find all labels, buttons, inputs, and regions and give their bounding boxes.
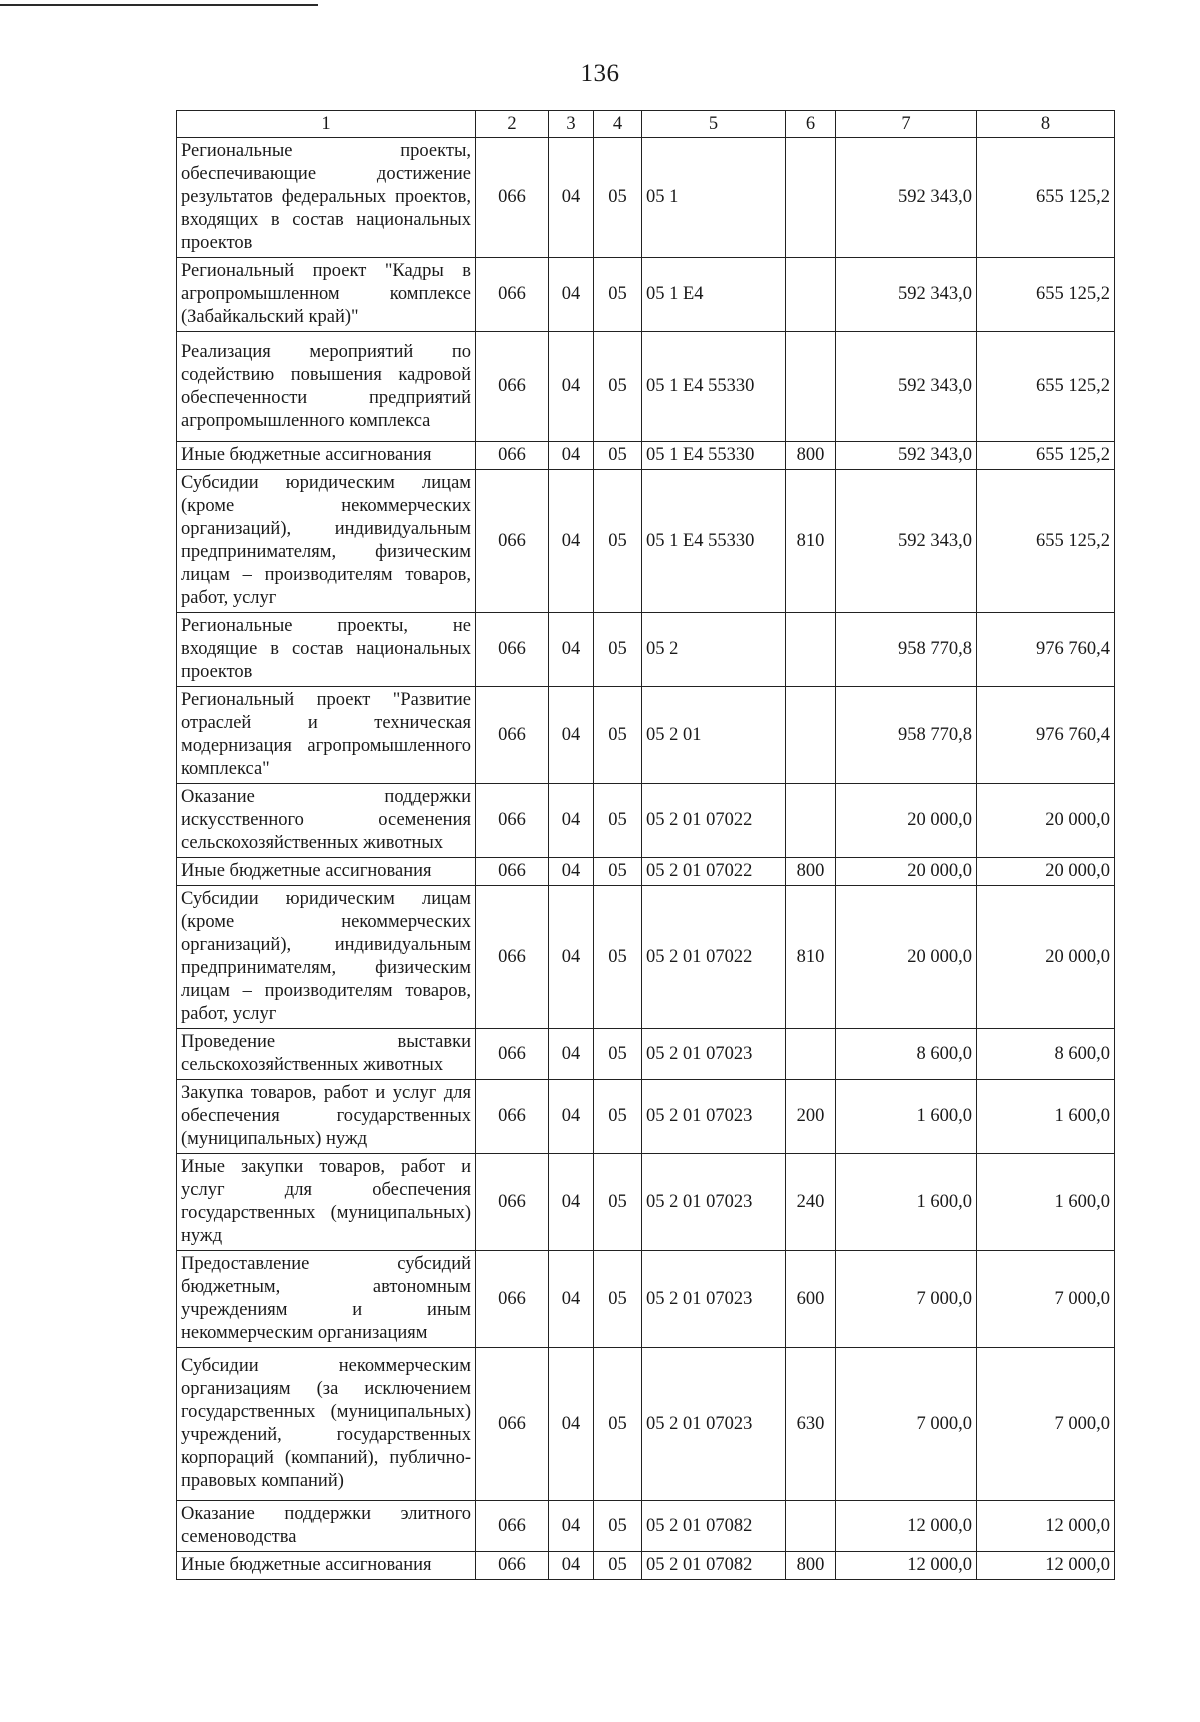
row-amount-col8: 12 000,0 bbox=[977, 1501, 1115, 1552]
table-row bbox=[177, 1080, 1115, 1154]
column-header: 2 bbox=[476, 111, 549, 138]
row-expense-type-code bbox=[786, 1501, 836, 1552]
row-amount-col8: 655 125,2 bbox=[977, 258, 1115, 332]
table-row bbox=[177, 1348, 1115, 1501]
row-section-code: 04 bbox=[549, 1154, 594, 1251]
row-amount-col7: 1 600,0 bbox=[836, 1080, 977, 1154]
column-header: 7 bbox=[836, 111, 977, 138]
row-name: Субсидии некоммерческим организациям (за исключением государственных (муниципальных) учреждений, государственных корпораций (компаний), публично-правовых компаний) bbox=[177, 1348, 476, 1501]
row-subsection-code: 05 bbox=[594, 138, 642, 258]
row-name: Оказание поддержки искусственного осеменения сельскохозяйственных животных bbox=[177, 784, 476, 858]
row-subsection-code: 05 bbox=[594, 784, 642, 858]
row-name: Оказание поддержки элитного семеноводства bbox=[177, 1501, 476, 1552]
table-row bbox=[177, 858, 1115, 886]
row-expense-type-code bbox=[786, 784, 836, 858]
row-name: Иные бюджетные ассигнования bbox=[177, 1552, 476, 1580]
table-row bbox=[177, 1552, 1115, 1580]
row-section-code: 04 bbox=[549, 1552, 594, 1580]
row-name: Региональные проекты, обеспечивающие достижение результатов федеральных проектов, входящих в состав национальных проектов bbox=[177, 138, 476, 258]
row-amount-col8: 7 000,0 bbox=[977, 1348, 1115, 1501]
row-grbs-code: 066 bbox=[476, 1348, 549, 1501]
row-name: Предоставление субсидий бюджетным, автономным учреждениям и иным некоммерческим организациям bbox=[177, 1251, 476, 1348]
row-section-code: 04 bbox=[549, 258, 594, 332]
row-expense-type-code: 200 bbox=[786, 1080, 836, 1154]
row-subsection-code: 05 bbox=[594, 1501, 642, 1552]
row-amount-col8: 655 125,2 bbox=[977, 470, 1115, 613]
row-section-code: 04 bbox=[549, 1348, 594, 1501]
row-target-article-code: 05 2 01 07022 bbox=[642, 886, 786, 1029]
table-row bbox=[177, 442, 1115, 470]
row-section-code: 04 bbox=[549, 332, 594, 442]
row-grbs-code: 066 bbox=[476, 1154, 549, 1251]
row-subsection-code: 05 bbox=[594, 258, 642, 332]
column-header: 5 bbox=[642, 111, 786, 138]
table-row bbox=[177, 1251, 1115, 1348]
row-amount-col7: 8 600,0 bbox=[836, 1029, 977, 1080]
row-amount-col7: 592 343,0 bbox=[836, 138, 977, 258]
row-grbs-code: 066 bbox=[476, 470, 549, 613]
row-grbs-code: 066 bbox=[476, 886, 549, 1029]
row-section-code: 04 bbox=[549, 442, 594, 470]
row-name: Субсидии юридическим лицам (кроме некоммерческих организаций), индивидуальным предпринимателям, физическим лицам – производителям товаров, работ, услуг bbox=[177, 886, 476, 1029]
row-grbs-code: 066 bbox=[476, 687, 549, 784]
row-amount-col7: 20 000,0 bbox=[836, 886, 977, 1029]
row-expense-type-code: 800 bbox=[786, 858, 836, 886]
row-grbs-code: 066 bbox=[476, 784, 549, 858]
row-expense-type-code bbox=[786, 687, 836, 784]
row-expense-type-code: 810 bbox=[786, 886, 836, 1029]
row-amount-col8: 655 125,2 bbox=[977, 442, 1115, 470]
row-name: Субсидии юридическим лицам (кроме некоммерческих организаций), индивидуальным предпринимателям, физическим лицам – производителям товаров, работ, услуг bbox=[177, 470, 476, 613]
column-header: 4 bbox=[594, 111, 642, 138]
row-section-code: 04 bbox=[549, 687, 594, 784]
table-row bbox=[177, 613, 1115, 687]
row-target-article-code: 05 2 01 07023 bbox=[642, 1348, 786, 1501]
row-section-code: 04 bbox=[549, 1080, 594, 1154]
row-amount-col7: 20 000,0 bbox=[836, 784, 977, 858]
column-header: 8 bbox=[977, 111, 1115, 138]
row-amount-col7: 7 000,0 bbox=[836, 1251, 977, 1348]
row-amount-col7: 958 770,8 bbox=[836, 613, 977, 687]
row-grbs-code: 066 bbox=[476, 1029, 549, 1080]
row-expense-type-code: 800 bbox=[786, 1552, 836, 1580]
table-row bbox=[177, 1501, 1115, 1552]
row-name: Иные бюджетные ассигнования bbox=[177, 858, 476, 886]
row-section-code: 04 bbox=[549, 138, 594, 258]
row-amount-col7: 592 343,0 bbox=[836, 258, 977, 332]
row-amount-col8: 20 000,0 bbox=[977, 886, 1115, 1029]
row-target-article-code: 05 2 bbox=[642, 613, 786, 687]
row-target-article-code: 05 2 01 07082 bbox=[642, 1501, 786, 1552]
row-section-code: 04 bbox=[549, 1501, 594, 1552]
row-subsection-code: 05 bbox=[594, 1080, 642, 1154]
row-amount-col7: 958 770,8 bbox=[836, 687, 977, 784]
table-row bbox=[177, 138, 1115, 258]
row-target-article-code: 05 2 01 07022 bbox=[642, 784, 786, 858]
row-amount-col8: 20 000,0 bbox=[977, 784, 1115, 858]
row-target-article-code: 05 1 E4 55330 bbox=[642, 470, 786, 613]
table-row bbox=[177, 1154, 1115, 1251]
row-subsection-code: 05 bbox=[594, 1552, 642, 1580]
row-amount-col7: 592 343,0 bbox=[836, 442, 977, 470]
table-row bbox=[177, 784, 1115, 858]
row-amount-col8: 8 600,0 bbox=[977, 1029, 1115, 1080]
row-expense-type-code bbox=[786, 613, 836, 687]
column-header: 3 bbox=[549, 111, 594, 138]
row-amount-col8: 12 000,0 bbox=[977, 1552, 1115, 1580]
row-subsection-code: 05 bbox=[594, 1348, 642, 1501]
row-section-code: 04 bbox=[549, 858, 594, 886]
row-amount-col8: 976 760,4 bbox=[977, 613, 1115, 687]
table-row bbox=[177, 687, 1115, 784]
row-section-code: 04 bbox=[549, 1029, 594, 1080]
row-amount-col8: 1 600,0 bbox=[977, 1154, 1115, 1251]
row-amount-col8: 7 000,0 bbox=[977, 1251, 1115, 1348]
row-amount-col7: 12 000,0 bbox=[836, 1501, 977, 1552]
row-subsection-code: 05 bbox=[594, 687, 642, 784]
row-section-code: 04 bbox=[549, 470, 594, 613]
row-subsection-code: 05 bbox=[594, 332, 642, 442]
row-target-article-code: 05 2 01 07023 bbox=[642, 1251, 786, 1348]
row-name: Региональный проект "Кадры в агропромышленном комплексе (Забайкальский край)" bbox=[177, 258, 476, 332]
table-row bbox=[177, 470, 1115, 613]
header-row bbox=[177, 111, 1115, 138]
top-rule bbox=[0, 4, 318, 6]
row-amount-col7: 20 000,0 bbox=[836, 858, 977, 886]
column-header: 6 bbox=[786, 111, 836, 138]
row-name: Региональные проекты, не входящие в состав национальных проектов bbox=[177, 613, 476, 687]
row-expense-type-code bbox=[786, 332, 836, 442]
row-subsection-code: 05 bbox=[594, 1029, 642, 1080]
row-expense-type-code bbox=[786, 258, 836, 332]
row-grbs-code: 066 bbox=[476, 258, 549, 332]
row-amount-col7: 592 343,0 bbox=[836, 332, 977, 442]
row-expense-type-code: 600 bbox=[786, 1251, 836, 1348]
table-row bbox=[177, 332, 1115, 442]
row-amount-col8: 976 760,4 bbox=[977, 687, 1115, 784]
row-target-article-code: 05 2 01 07023 bbox=[642, 1080, 786, 1154]
row-name: Региональный проект "Развитие отраслей и техническая модернизация агропромышленного комплекса" bbox=[177, 687, 476, 784]
row-target-article-code: 05 1 bbox=[642, 138, 786, 258]
row-section-code: 04 bbox=[549, 1251, 594, 1348]
row-name: Иные бюджетные ассигнования bbox=[177, 442, 476, 470]
table-row bbox=[177, 258, 1115, 332]
row-section-code: 04 bbox=[549, 784, 594, 858]
row-amount-col7: 592 343,0 bbox=[836, 470, 977, 613]
row-expense-type-code: 240 bbox=[786, 1154, 836, 1251]
row-name: Закупка товаров, работ и услуг для обеспечения государственных (муниципальных) нужд bbox=[177, 1080, 476, 1154]
row-expense-type-code: 630 bbox=[786, 1348, 836, 1501]
budget-table bbox=[176, 110, 1115, 1580]
row-target-article-code: 05 1 E4 55330 bbox=[642, 442, 786, 470]
row-target-article-code: 05 2 01 07082 bbox=[642, 1552, 786, 1580]
page-number: 136 bbox=[580, 60, 620, 87]
row-expense-type-code: 810 bbox=[786, 470, 836, 613]
row-grbs-code: 066 bbox=[476, 332, 549, 442]
row-target-article-code: 05 1 E4 bbox=[642, 258, 786, 332]
row-grbs-code: 066 bbox=[476, 613, 549, 687]
row-amount-col7: 1 600,0 bbox=[836, 1154, 977, 1251]
row-target-article-code: 05 2 01 07023 bbox=[642, 1154, 786, 1251]
row-name: Иные закупки товаров, работ и услуг для обеспечения государственных (муниципальных) нужд bbox=[177, 1154, 476, 1251]
row-subsection-code: 05 bbox=[594, 1251, 642, 1348]
row-grbs-code: 066 bbox=[476, 138, 549, 258]
row-amount-col8: 1 600,0 bbox=[977, 1080, 1115, 1154]
row-amount-col8: 655 125,2 bbox=[977, 138, 1115, 258]
row-target-article-code: 05 2 01 07023 bbox=[642, 1029, 786, 1080]
table-row bbox=[177, 1029, 1115, 1080]
row-subsection-code: 05 bbox=[594, 613, 642, 687]
row-grbs-code: 066 bbox=[476, 1080, 549, 1154]
row-amount-col8: 20 000,0 bbox=[977, 858, 1115, 886]
row-grbs-code: 066 bbox=[476, 1552, 549, 1580]
row-grbs-code: 066 bbox=[476, 442, 549, 470]
row-grbs-code: 066 bbox=[476, 858, 549, 886]
row-target-article-code: 05 2 01 bbox=[642, 687, 786, 784]
row-grbs-code: 066 bbox=[476, 1501, 549, 1552]
row-amount-col7: 7 000,0 bbox=[836, 1348, 977, 1501]
row-amount-col7: 12 000,0 bbox=[836, 1552, 977, 1580]
row-expense-type-code: 800 bbox=[786, 442, 836, 470]
row-name: Реализация мероприятий по содействию повышения кадровой обеспеченности предприятий агропромышленного комплекса bbox=[177, 332, 476, 442]
row-section-code: 04 bbox=[549, 613, 594, 687]
row-target-article-code: 05 1 E4 55330 bbox=[642, 332, 786, 442]
row-subsection-code: 05 bbox=[594, 442, 642, 470]
row-target-article-code: 05 2 01 07022 bbox=[642, 858, 786, 886]
row-expense-type-code bbox=[786, 1029, 836, 1080]
row-subsection-code: 05 bbox=[594, 1154, 642, 1251]
row-section-code: 04 bbox=[549, 886, 594, 1029]
row-amount-col8: 655 125,2 bbox=[977, 332, 1115, 442]
table-row bbox=[177, 886, 1115, 1029]
row-expense-type-code bbox=[786, 138, 836, 258]
row-subsection-code: 05 bbox=[594, 470, 642, 613]
row-subsection-code: 05 bbox=[594, 858, 642, 886]
row-grbs-code: 066 bbox=[476, 1251, 549, 1348]
row-name: Проведение выставки сельскохозяйственных животных bbox=[177, 1029, 476, 1080]
column-header: 1 bbox=[177, 111, 476, 138]
row-subsection-code: 05 bbox=[594, 886, 642, 1029]
